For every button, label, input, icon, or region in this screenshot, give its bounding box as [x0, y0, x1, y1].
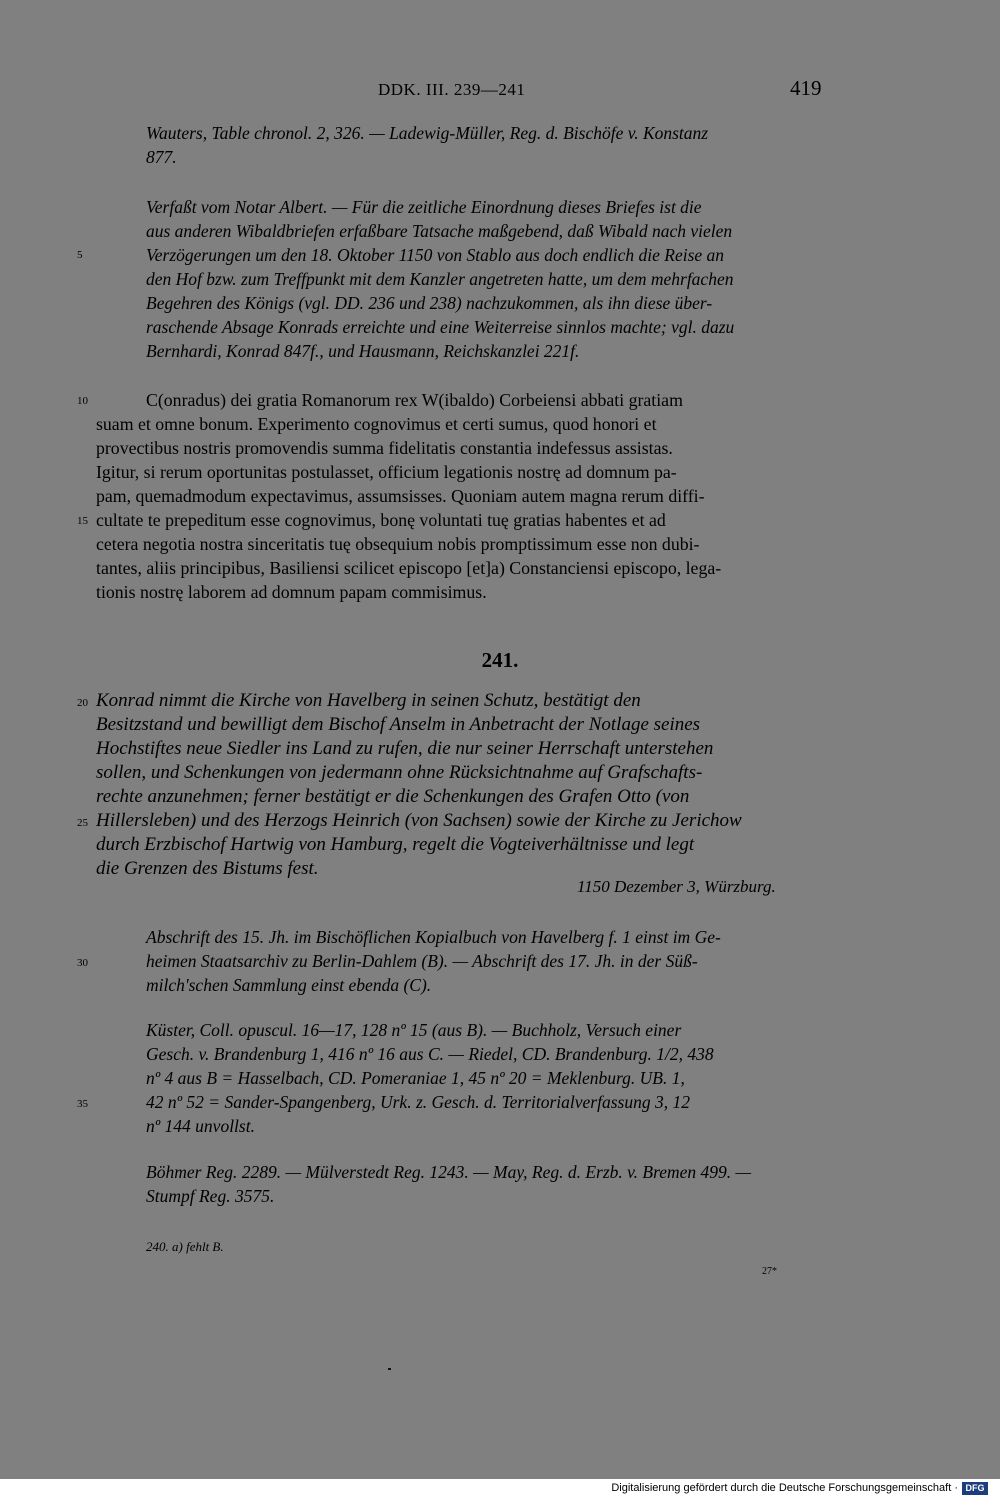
speck	[388, 1368, 391, 1370]
regest-line: Hochstiftes neue Siedler ins Land zu rufen, die nur seiner Herrschaft unterstehen	[96, 738, 714, 759]
commentary-line: Verzögerungen um den 18. Oktober 1150 von Stablo aus doch endlich die Reise an	[146, 245, 725, 265]
signature-mark: 27*	[762, 1266, 777, 1277]
commentary-line: raschende Absage Konrads erreichte und eine Weiterreise sinnlos machte; vgl. dazu	[146, 317, 735, 337]
main-text-line: cultate te prepeditum esse cognovimus, bonę voluntati tuę gratias habentes et ad	[96, 510, 666, 530]
main-text-line: tionis nostrę laborem ad domnum papam commisimus.	[96, 582, 487, 602]
dfg-credit: Digitalisierung gefördert durch die Deutsche Forschungsgemeinschaft ·	[611, 1482, 958, 1494]
running-title: DDK. III. 239—241	[378, 80, 526, 99]
page-number: 419	[790, 76, 822, 100]
commentary-line: Bernhardi, Konrad 847f., und Hausmann, Reichskanzlei 221f.	[146, 341, 580, 361]
line-number: 15	[77, 515, 88, 527]
edition-line: nº 144 unvollst.	[146, 1116, 255, 1136]
regest-line: sollen, und Schenkungen von jedermann ohne Rücksichtnahme auf Grafschafts-	[96, 762, 703, 783]
document-date: 1150 Dezember 3, Würzburg.	[577, 877, 776, 896]
reference-line: 877.	[146, 147, 177, 167]
line-number: 35	[77, 1098, 88, 1110]
edition-line: nº 4 aus B = Hasselbach, CD. Pomeraniae 1, 45 nº 20 = Meklenburg. UB. 1,	[146, 1068, 685, 1088]
main-text-line: C(onradus) dei gratia Romanorum rex W(ibaldo) Corbeiensi abbati gratiam	[146, 390, 683, 410]
main-text-line: Igitur, si rerum oportunitas postulasset, officium legationis nostrę ad domnum pa-	[96, 462, 677, 482]
main-text-line: provectibus nostris promovendis summa fidelitatis constantia indefessus assistas.	[96, 438, 673, 458]
edition-line: Küster, Coll. opuscul. 16—17, 128 nº 15 (aus B). — Buchholz, Versuch einer	[146, 1020, 682, 1040]
regesta-line: Böhmer Reg. 2289. — Mülverstedt Reg. 1243. — May, Reg. d. Erzb. v. Bremen 499. —	[146, 1162, 752, 1182]
commentary-line: Verfaßt vom Notar Albert. — Für die zeitliche Einordnung dieses Briefes ist die	[146, 197, 702, 217]
footnote: 240. a) fehlt B.	[146, 1239, 224, 1254]
regest-line: rechte anzunehmen; ferner bestätigt er die Schenkungen des Grafen Otto (von	[96, 786, 690, 807]
line-number: 10	[77, 395, 88, 407]
tradition-line: heimen Staatsarchiv zu Berlin-Dahlem (B). — Abschrift des 17. Jh. in der Süß-	[146, 951, 698, 971]
regest-line: Besitzstand und bewilligt dem Bischof Anselm in Anbetracht der Notlage seines	[96, 714, 701, 735]
commentary-line: Begehren des Königs (vgl. DD. 236 und 238) nachzukommen, als ihn diese über-	[146, 293, 713, 313]
commentary-line: aus anderen Wibaldbriefen erfaßbare Tatsache maßgebend, daß Wibald nach vielen	[146, 221, 733, 241]
line-number: 5	[77, 249, 83, 261]
edition-line: Gesch. v. Brandenburg 1, 416 nº 16 aus C. — Riedel, CD. Brandenburg. 1/2, 438	[146, 1044, 714, 1064]
dfg-logo-icon: DFG	[962, 1482, 988, 1495]
main-text-line: pam, quemadmodum expectavimus, assumsisses. Quoniam autem magna rerum diffi-	[96, 486, 705, 506]
line-number: 30	[77, 957, 88, 969]
main-text-line: cetera negotia nostra sinceritatis tuę obsequium nobis promptissimum esse non dubi-	[96, 534, 700, 554]
main-text-line: tantes, aliis principibus, Basiliensi scilicet episcopo [et]a) Constanciensi episcopo, lega-	[96, 558, 722, 578]
main-text-line: suam et omne bonum. Experimento cognovimus et certi sumus, quod honori et	[96, 414, 657, 434]
line-number: 20	[77, 697, 88, 709]
reference-line: Wauters, Table chronol. 2, 326. — Ladewig-Müller, Reg. d. Bischöfe v. Konstanz	[146, 123, 709, 143]
regest-line: Konrad nimmt die Kirche von Havelberg in seinen Schutz, bestätigt den	[96, 690, 641, 711]
edition-line: 42 nº 52 = Sander-Spangenberg, Urk. z. Gesch. d. Territorialverfassung 3, 12	[146, 1092, 690, 1112]
page-header	[0, 76, 1000, 106]
regesta-line: Stumpf Reg. 3575.	[146, 1186, 275, 1206]
tradition-line: milch'schen Sammlung einst ebenda (C).	[146, 975, 432, 995]
dfg-footer-bar	[0, 1479, 1000, 1499]
regest-line: die Grenzen des Bistums fest.	[96, 858, 319, 879]
commentary-line: den Hof bzw. zum Treffpunkt mit dem Kanzler angetreten hatte, um dem mehrfachen	[146, 269, 734, 289]
tradition-line: Abschrift des 15. Jh. im Bischöflichen Kopialbuch von Havelberg f. 1 einst im Ge-	[146, 927, 721, 947]
document-number: 241.	[481, 648, 519, 672]
regest-line: durch Erzbischof Hartwig von Hamburg, regelt die Vogteiverhältnisse und legt	[96, 834, 695, 855]
line-number: 25	[77, 817, 88, 829]
regest-line: Hillersleben) und des Herzogs Heinrich (von Sachsen) sowie der Kirche zu Jerichow	[96, 810, 742, 831]
